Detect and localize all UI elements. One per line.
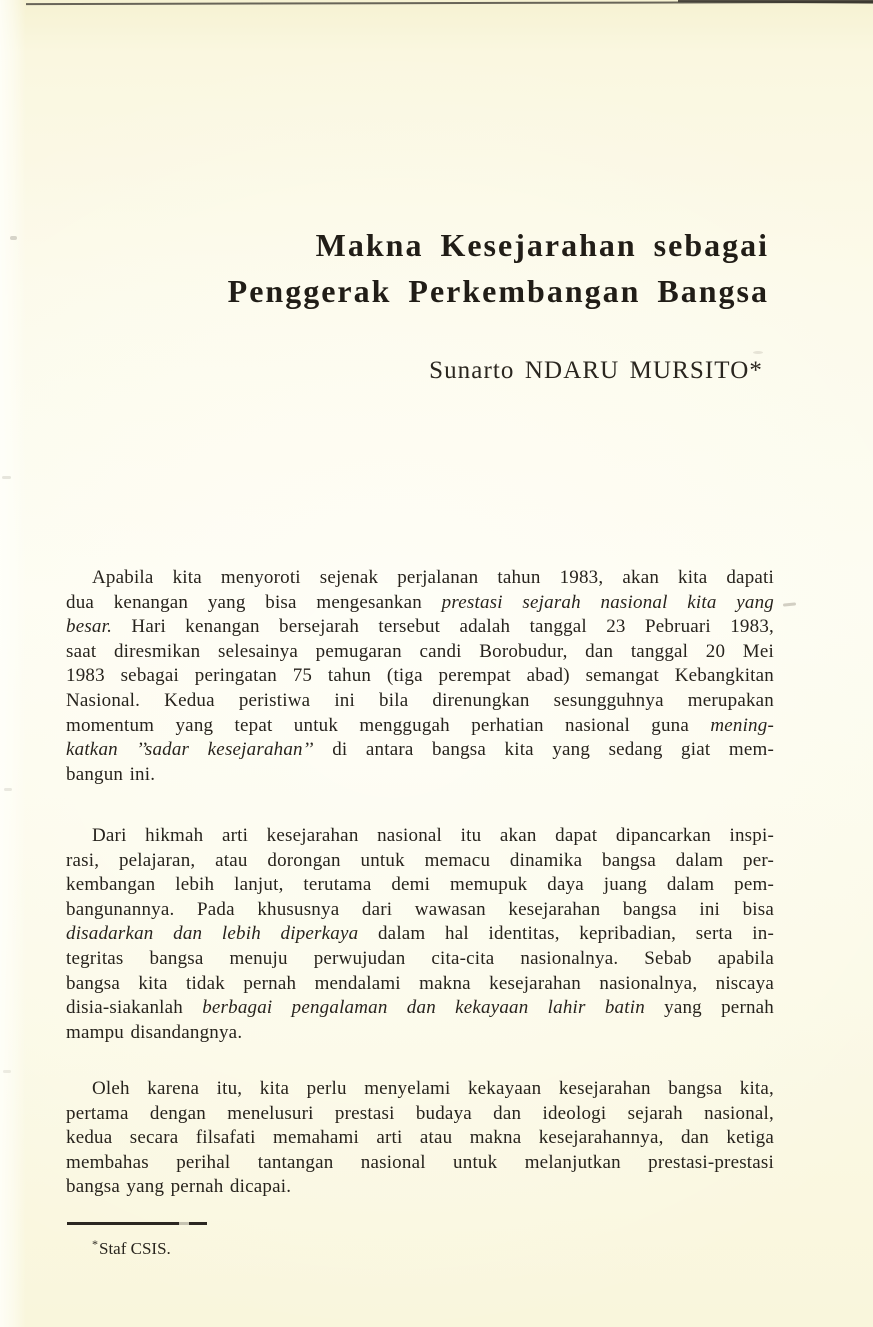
text-line: momentum yang tepat untuk menggugah perhatian nasional guna mening-: [66, 714, 774, 736]
text-line: besar. Hari kenangan bersejarah tersebut adalah tanggal 23 Pebruari 1983,: [66, 616, 774, 638]
text-line: bangsa yang pernah dicapai.: [66, 1176, 292, 1198]
paragraph-2: [66, 824, 774, 1045]
text-line: disia-siakanlah berbagai pengalaman dan kekayaan lahir batin yang pernah: [66, 997, 774, 1019]
scan-artifact-left-mark: [4, 788, 12, 791]
text-line: Oleh karena itu, kita perlu menyelami kekayaan kesejarahan bangsa kita,: [92, 1078, 774, 1099]
text-line: katkan ’’sadar kesejarahan’’ di antara bangsa kita yang sedang giat mem-: [66, 739, 774, 761]
scan-artifact-smudge: [753, 351, 763, 354]
scan-artifact-left-mark: [3, 1070, 11, 1073]
text-line: membahas perihal tantangan nasional untuk melanjutkan prestasi-prestasi: [66, 1151, 774, 1173]
text-line: tegritas bangsa menuju perwujudan cita-cita nasionalnya. Sebab apabila: [66, 947, 774, 969]
text-line: Nasional. Kedua peristiwa ini bila direnungkan sesungguhnya merupakan: [66, 689, 774, 711]
text-line: pertama dengan menelusuri prestasi budaya dan ideologi sejarah nasional,: [66, 1102, 774, 1124]
text-line: bangun ini.: [66, 763, 156, 785]
text-line: mampu disandangnya.: [66, 1021, 243, 1043]
text-line: bangunannya. Pada khususnya dari wawasan kesejarahan bangsa ini bisa: [66, 898, 774, 920]
footnote-text: Staf CSIS.: [99, 1239, 171, 1258]
article-title: [228, 222, 769, 314]
paragraph-1: [66, 566, 774, 787]
text-line: Apabila kita menyoroti sejenak perjalanan tahun 1983, akan kita dapati: [92, 567, 774, 588]
scan-artifact-right-dash: [783, 602, 796, 606]
scan-artifact-left-mark: [10, 236, 17, 240]
text-line: disadarkan dan lebih diperkaya dalam hal identitas, kepribadian, serta in-: [66, 923, 775, 945]
article-title-line1: Makna Kesejarahan sebagai: [315, 227, 769, 263]
footnote: [92, 1233, 171, 1260]
footnote-rule: [67, 1222, 207, 1225]
text-line: kedua secara filsafati memahami arti atau makna kesejarahannya, dan ketiga: [66, 1127, 774, 1149]
text-line: saat diresmikan selesainya pemugaran candi Borobudur, dan tanggal 20 Mei: [66, 640, 774, 662]
scan-artifact-left-mark: [2, 476, 11, 479]
paragraph-3: [66, 1077, 774, 1200]
text-line: Dari hikmah arti kesejarahan nasional itu akan dapat dipancarkan inspi-: [92, 825, 774, 846]
text-line: dua kenangan yang bisa mengesankan prestasi sejarah nasional kita yang: [66, 591, 775, 613]
article-title-line2: Penggerak Perkembangan Bangsa: [227, 273, 769, 309]
text-line: kembangan lebih lanjut, terutama demi memupuk daya juang dalam pem-: [66, 874, 774, 896]
text-line: 1983 sebagai peringatan 75 tahun (tiga perempat abad) semangat Kebangkitan: [66, 665, 774, 687]
text-line: rasi, pelajaran, atau dorongan untuk memacu dinamika bangsa dalam per-: [66, 849, 774, 871]
article-author: Sunarto NDARU MURSITO*: [429, 357, 763, 384]
text-line: bangsa kita tidak pernah mendalami makna kesejarahan nasionalnya, niscaya: [66, 972, 774, 994]
footnote-marker: *: [92, 1237, 98, 1251]
